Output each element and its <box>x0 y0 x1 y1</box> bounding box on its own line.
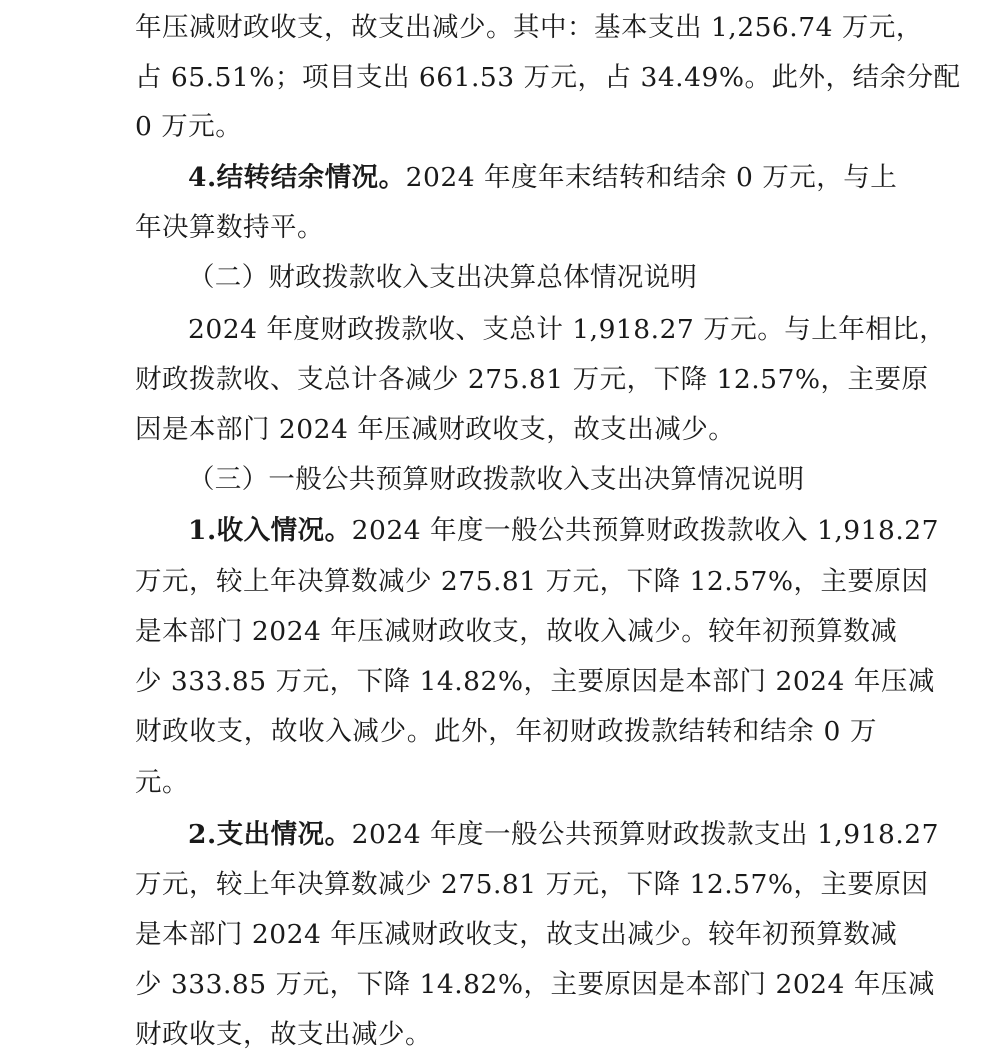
paragraph-lead: 4.结转结余情况。 <box>188 162 406 193</box>
paragraph-lead: 2.支出情况。 <box>188 819 352 850</box>
text-line: 元。 <box>135 767 189 798</box>
text-line: 少 333.85 万元，下降 14.82%，主要原因是本部门 2024 年压减 <box>135 666 935 697</box>
paragraph-lead: 1.收入情况。 <box>188 515 352 546</box>
paragraph-line-with-lead <box>188 815 939 855</box>
text-line: 少 333.85 万元，下降 14.82%，主要原因是本部门 2024 年压减 <box>135 969 935 1000</box>
paragraph-text: 2024 年度年末结转和结余 0 万元，与上 <box>405 162 898 193</box>
paragraph-text: 2024 年度一般公共预算财政拨款收入 1,918.27 <box>351 515 939 546</box>
text-line: 占 65.51%；项目支出 661.53 万元，占 34.49%。此外，结余分配 <box>135 62 961 93</box>
text-line: 万元，较上年决算数减少 275.81 万元，下降 12.57%，主要原因 <box>135 566 929 597</box>
text-line: 万元，较上年决算数减少 275.81 万元，下降 12.57%，主要原因 <box>135 869 929 900</box>
text-line: 财政收支，故支出减少。 <box>135 1019 432 1050</box>
paragraph-line-with-lead <box>188 511 939 551</box>
paragraph-line-with-lead <box>188 158 898 198</box>
text-line: 年决算数持平。 <box>135 212 324 243</box>
section-heading: （三）一般公共预算财政拨款收入支出决算情况说明 <box>188 464 805 495</box>
section-heading: （二）财政拨款收入支出决算总体情况说明 <box>188 262 698 293</box>
text-line: 因是本部门 2024 年压减财政收支，故支出减少。 <box>135 414 736 445</box>
text-line: 是本部门 2024 年压减财政收支，故支出减少。较年初预算数减 <box>135 919 898 950</box>
text-line: 年压减财政收支，故支出减少。其中：基本支出 1,256.74 万元， <box>135 12 923 43</box>
text-line: 是本部门 2024 年压减财政收支，故收入减少。较年初预算数减 <box>135 616 898 647</box>
text-line: 0 万元。 <box>135 111 243 142</box>
paragraph-text: 2024 年度一般公共预算财政拨款支出 1,918.27 <box>351 819 939 850</box>
text-line: 财政收支，故收入减少。此外，年初财政拨款结转和结余 0 万 <box>135 716 877 747</box>
text-line: 财政拨款收、支总计各减少 275.81 万元，下降 12.57%，主要原 <box>135 364 929 395</box>
text-line: 2024 年度财政拨款收、支总计 1,918.27 万元。与上年相比， <box>188 314 947 345</box>
